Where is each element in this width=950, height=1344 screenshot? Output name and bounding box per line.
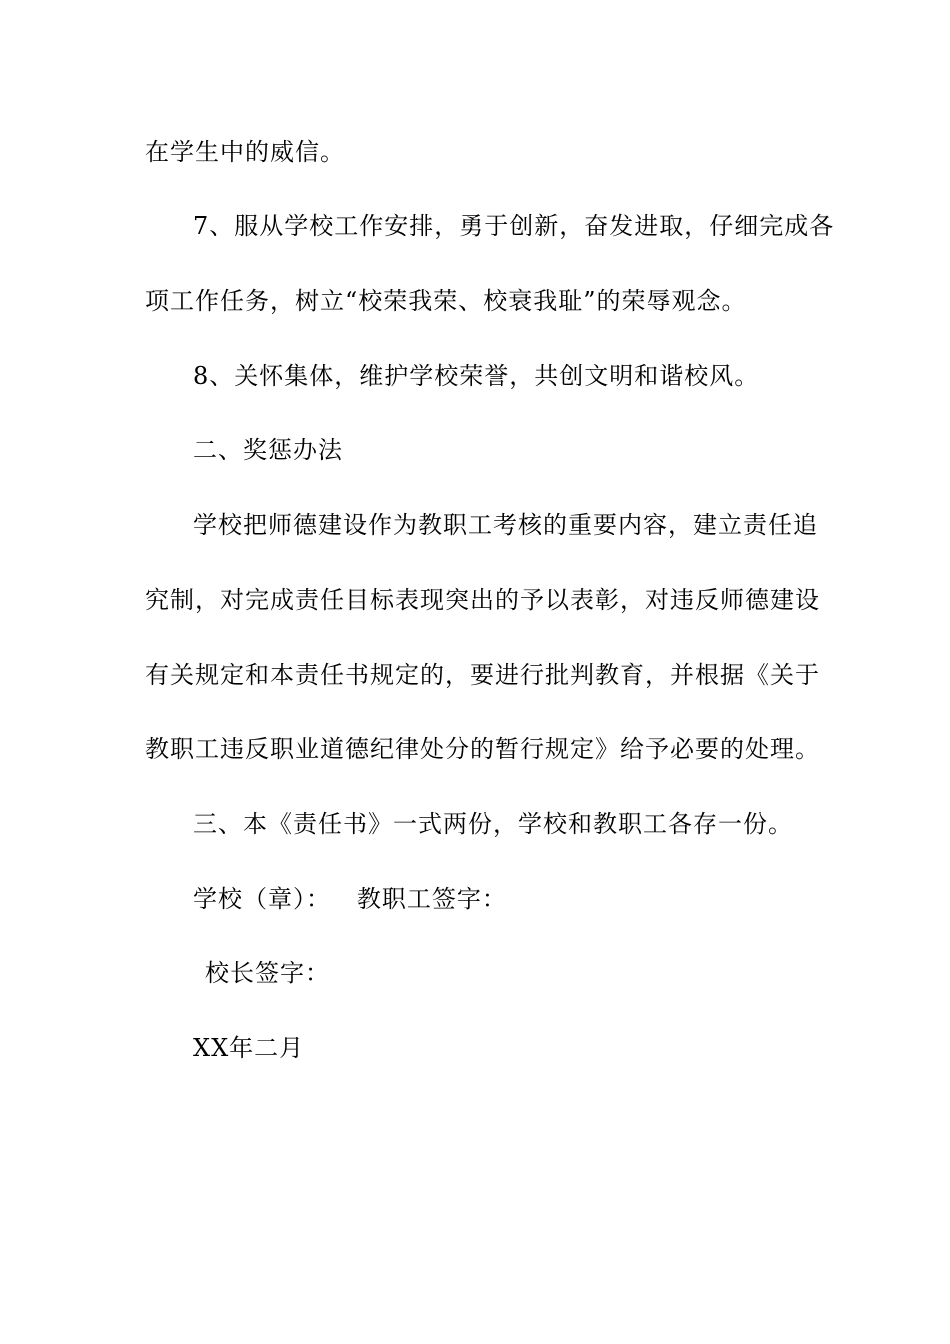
rewards-paragraph-line-4: 教职工违反职业道德纪律处分的暂行规定》给予必要的处理。 (145, 735, 820, 763)
rewards-paragraph-line-1: 学校把师德建设作为教职工考核的重要内容，建立责任追 (193, 511, 818, 539)
signature-school-and-staff: 学校（章）： 教职工签字： (193, 885, 507, 913)
item-7-line-1: 7、服从学校工作安排，勇于创新，奋发进取，仔细完成各 (193, 212, 835, 240)
rewards-paragraph-line-3: 有关规定和本责任书规定的，要进行批判教育，并根据《关于 (145, 661, 820, 689)
item-8: 8、关怀集体，维护学校荣誉，共创文明和谐校风。 (193, 362, 760, 390)
rewards-paragraph-line-2: 究制，对完成责任目标表现突出的予以表彰，对违反师德建设 (145, 586, 820, 614)
section-heading-rewards-penalties: 二、奖惩办法 (193, 436, 343, 464)
item-7-line-2: 项工作任务，树立“校荣我荣、校衰我耻”的荣辱观念。 (145, 287, 747, 315)
signature-principal: 校长签字： (205, 959, 330, 987)
date-line: XX年二月 (193, 1034, 305, 1062)
paragraph-continuation: 在学生中的威信。 (145, 138, 345, 166)
section-three: 三、本《责任书》一式两份，学校和教职工各存一份。 (193, 810, 793, 838)
